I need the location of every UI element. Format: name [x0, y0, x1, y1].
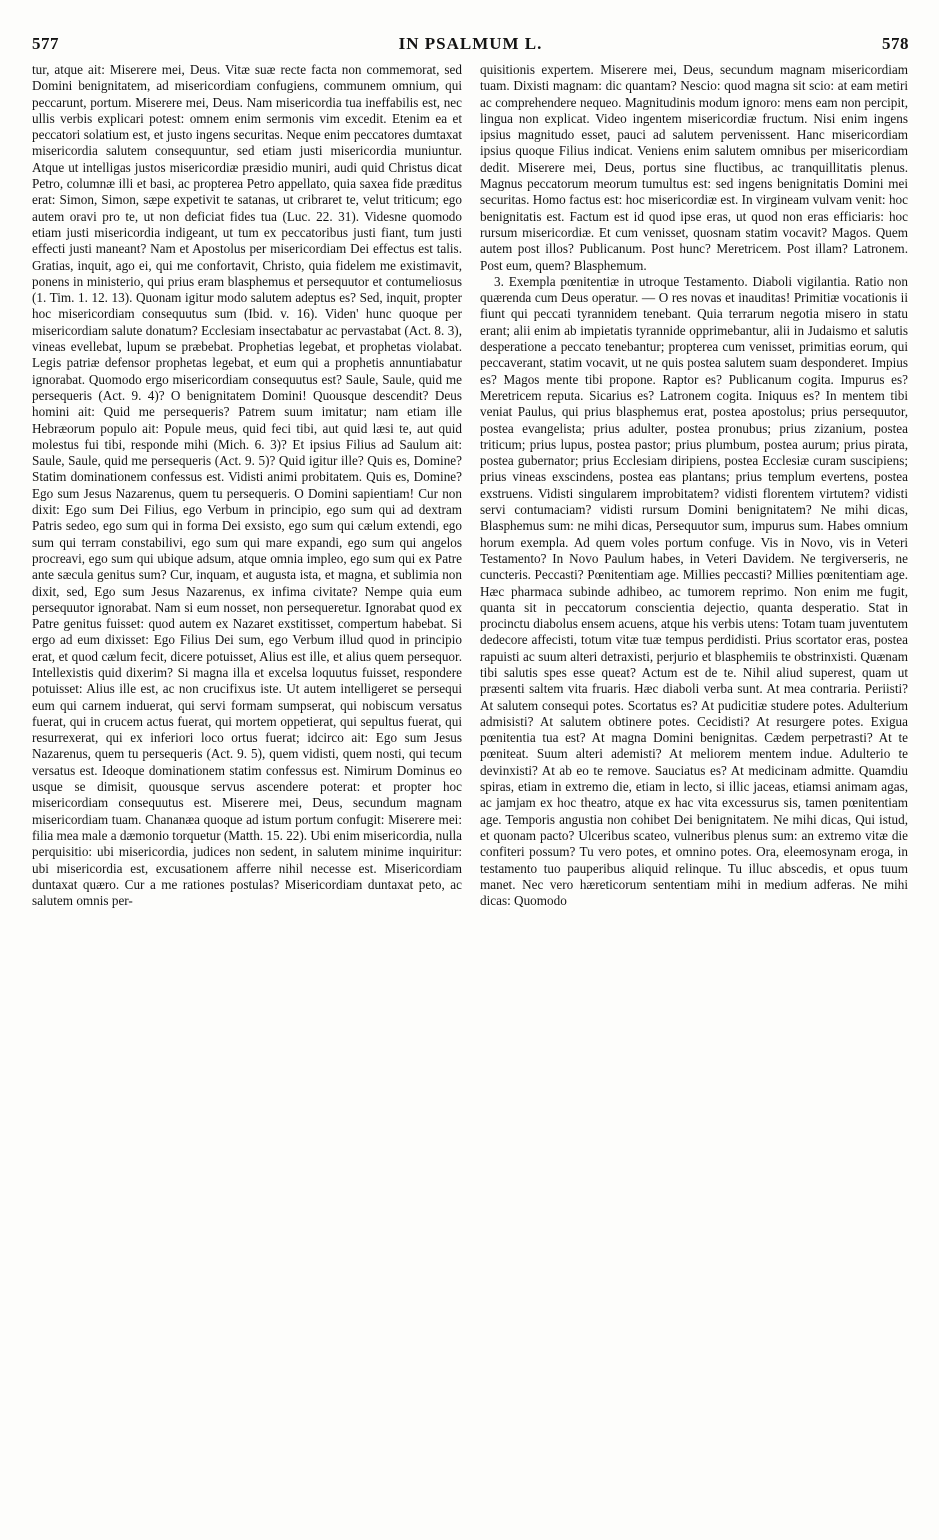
page-number-right: 578 — [882, 34, 909, 53]
page-number-left: 577 — [32, 34, 59, 53]
left-paragraph-1: tur, atque ait: Miserere mei, Deus. Vitæ suæ recte facta non commemorat, sed Domini benignitatem, ad misericordiam confugiens, communem omnium, qui peccarunt, portum. Miserere mei, Deus. Nam misericordia tua ineffabilis est, nec ullis verbis explicari potest: omnem enim sermonis vim excedit. Etenim ea et peccatori solatium est, et justo ingens securitas. Neque enim peccatores dumtaxat misericordia salutem consequuntur, sed etiam justi misericordia muniuntur. Atque ut intelligas justos misericordiæ præsidio muniri, audi quid Christus dicat Petro, columnæ illi et basi, ac propterea Petro appellato, quia saxea fide præditus erat: Simon, Simon, sæpe expetivit te satanas, ut cribraret te, velut triticum; ego autem oravi pro te, ut non deficiat fides tua (Luc. 22. 31). Videsne quomodo etiam justi misericordia indigeant, ut tum ex peccatoribus justi fiant, tum justi effecti justi maneant? Nam et Apostolus per misericordiam Dei effectus est talis. Gratias, inquit, ago ei, qui me confortavit, Christo, quia fidelem me existimavit, ponens in ministerio, qui prius eram blasphemus et persequutor et contumeliosus (1. Tim. 1. 12. 13). Quonam igitur modo salutem adeptus es? Sed, inquit, propter hoc misericordiam consequutus sum (Ibid. v. 16). Viden' hunc quoque per misericordiam salute donatum? Ecclesiam insectabatur ac pervastabat (Act. 8. 3), vineas evellebat, lupum se præbebat. Prophetias legebat, et prophetas violabat. Legis patriæ defensor prophetas legebat, et eum qui a prophetis annuntiabatur ignorabat. Quomodo ergo misericordiam consequutus est? Saule, Saule, quid me persequeris (Act. 9. 4)? O benignitatem Domini! Quousque descendit? Deus homini ait: Quid me persequeris? Patrem suum imitatur; nam etiam ille Hebræorum populo ait: Popule meus, quid feci tibi, aut quid læsi te, aut quid molestus fui tibi, responde mihi (Mich. 6. 3)? Et ipsius Filius ad Saulum ait: Saule, Saule, quid me persequeris (Act. 9. 5)? Quid igitur ille? Quis es, Domine? Statim dominationem confessus est. Vidisti animi probitatem. Quis es, Domine? Ego sum Jesus Nazarenus, quem tu persequeris. O Domini sapientiam! Cur non dixit: Ego sum Dei Filius, ego Verbum in principio, ego sum qui ad dextram Patris sedeo, ego sum qui in forma Dei exsisto, ego sum qui cælum extendi, ego sum qui terram constabilivi, ego sum qui mare expandi, ego sum qui angelos procreavi, ego sum qui ubique adsum, atque omnia impleo, ego sum qui ex Patre ante sæcula genitus sum? Cur, inquam, et augusta ista, et magna, et sublimia non dixit, sed, Ego sum Jesus Nazarenus, ex infima civitate? Nempe quia eum persequutor ignorabat. Nam si eum nosset, non persequeretur. Ignorabat quod ex Patre genitus fuisset: quod autem ex Nazaret exstitisset, compertum habebat. Si ergo ad eum dixisset: Ego Filius Dei sum, ego Verbum illud quod in principio erat, et quod cælum fecit, dicere potuisset, Alius est ille, et alius quem persequor. Intellexistis quid dixerim? Si magna illa et excelsa loquutus fuisset, respondere potuisset: Alius ille est, ac non crucifixus iste. Ut autem intelligeret se persequi eum qui carnem induerat, qui servi formam sumpserat, qui nobiscum versatus fuerat, qui in crucem actus fuerat, qui mortem oppetierat, qui sepultus fuerat, qui resurrexerat, qui ex inferiori loco ortus fuerat; idcirco ait: Ego sum Jesus Nazarenus, quem tu persequeris (Act. 9. 5), quem vidisti, quem nosti, qui tecum versatus est. Ideoque dominationem statim confessus est. Nimirum Dominus eo usque se dimisit, quousque servus ascendere poterat: et propter hoc misericordiam consequutus est. Miserere mei, Deus, secundum magnam misericordiam tuam. Chananæa quoque ad istum portum confugit: Miserere mei: filia mea male a dæmonio torquetur (Matth. 15. 22). Ubi enim misericordia, nulla perquisitio: ubi misericordia, judices non sedent, in salutem minime inquiritur: ubi misericordia est, excusationem afferre nihil necesse est. Misericordiam duntaxat quæro. Cur a me rationes postulas? Misericordiam duntaxat peto, ac salutem omnis per- — [32, 62, 462, 909]
right-column — [480, 62, 908, 1522]
right-paragraph-1: quisitionis expertem. Miserere mei, Deus, secundum magnam misericordiam tuam. Dixisti magnam: dic quantam? Nescio: quod magna sit scio: at eam metiri ac comprehendere nequeo. Magnitudinis modum ignoro: mens eam non percipit, lingua non explicat. Video ingentem misericordiæ fructum. Nisi enim ingens ipsius magnitudo esset, pauci ad salutem pervenissent. Hanc misericordiam ipsius quoque Filius indicat. Veniens enim salutem omnibus per misericordiam dedit. Miserere mei, Deus, portus sine fluctibus, ac tranquillitatis plenus. Magnus peccatorum meorum tumultus est: sed ingens benignitatis Domini mei securitas. Homo factus est: hoc misericordiæ est. In virgineam vulvam venit: hoc benignitatis est. Factum est id quod ipse eras, ut quod non eras efficiaris: hoc rursum misericordiæ. Et cum venisset, quosnam statim vocavit? Magos. Quem autem post illos? Publicanum. Post hunc? Meretricem. Post illam? Latronem. Post eum, quem? Blasphemum. — [480, 62, 908, 273]
running-title: IN PSALMUM L. — [398, 34, 543, 53]
right-paragraph-2-section-3: 3. Exempla pœnitentiæ in utroque Testamento. Diaboli vigilantia. Ratio non quærenda cum Deus operatur. — O res novas et inauditas! Primitiæ vocationis ii fiunt qui peccati tyrannidem tenebant. Quia terrarum negotia misero in statu erant; alii enim ab impietatis tyrannide opprimebantur, alii in Judaismo et salutis desperatione a peccato tenebantur; propterea cum venisset, primitias eorum, qui peccaverant, statim vocavit, ut ne quis postea salutem suam desponderet. Impius es? Magos mente tibi propone. Raptor es? Publicanum cogita. Impurus es? Meretricem reputa. Sicarius es? Latronem cogita. Iniquus es? In mentem tibi veniat Paulus, qui prius blasphemus erat, postea apostolus; prius persequutor, postea evangelista; prius adulter, postea pronubus; prius zizanium, postea triticum; prius lupus, postea pastor; prius plumbum, postea aurum; prius pirata, postea gubernator; prius Ecclesiam diripiens, postea Ecclesiæ curam suscipiens; prius vineas exscindens, postea eas plantans; prius templum evertens, postea exstruens. Vidisti singularem improbitatem? vidisti florentem virtutem? vidisti servi contumaciam? vidisti rursum Domini benignitatem? Ne mihi dicas, Blasphemus sum: ne mihi dicas, Persequutor sum, impurus sum. Habes omnium horum exempla. Ad quem voles portum confuge. Vis in Novo, vis in Veteri Testamento? In Novo Paulum habes, in Veteri Davidem. Ne tergiverseris, ne cuncteris. Peccasti? Pœnitentiam age. Millies peccasti? Millies pœnitentiam age. Hæc pharmaca subinde adhibeo, ac tumorem reprimo. Non enim me fugit, quanta sit in peccatorum conscientia dejectio, quanta desperatio. Stat in procinctu diabolus ensem acuens, atque his verbis utens: Totam tuam juventutem dedecore affecisti, totum vitæ tuæ tempus perdidisti. Prius scortator eras, postea rapuisti ac suum alteri detraxisti, perjurio et blasphemiis te obstrinxisti. Quænam tibi salutis spes esse queat? Actum est de te. Nihil aliud superest, quam ut præsenti saltem vita fruaris. Hæc diaboli verba sunt. At mea contraria. Periisti? At salutem consequi potes. Scortatus es? At pudicitiæ studere potes. Adulterium admisisti? At salutem obtinere potes. Cecidisti? At resurgere potes. Exigua pœnitentia tua est? At magna Domini benignitas. Cædem perpetrasti? At te pœniteat. Suum alteri ademisti? At meliorem mentem indue. Adulterio te devinxisti? At ab eo te remove. Sauciatus es? At medicinam admitte. Quamdiu spiras, etiam in extremo die, etiam in lecto, si illic jaceas, etiamsi animam agas, ac jamjam ex hoc theatro, atque ex hac vita excessurus sis, tamen pœnitentiam age. Temporis angustia non cohibet Dei benignitatem. Ne mihi dicas, Qui istud, et quonam pacto? Ulceribus scateo, vulneribus plenus sum: an extremo vitæ die confiteri possum? Tu vero potes, et omnino potes. Ora, eleemosynam eroga, in testamento tuo pauperibus aliquid relinque. Tu illuc abscedis, et opus tuum manet. Nec vero hæreticorum sententiam mihi in medium adferas. Ne mihi dicas: Quomodo — [480, 273, 908, 909]
left-column — [32, 62, 462, 1522]
running-header — [32, 34, 909, 56]
